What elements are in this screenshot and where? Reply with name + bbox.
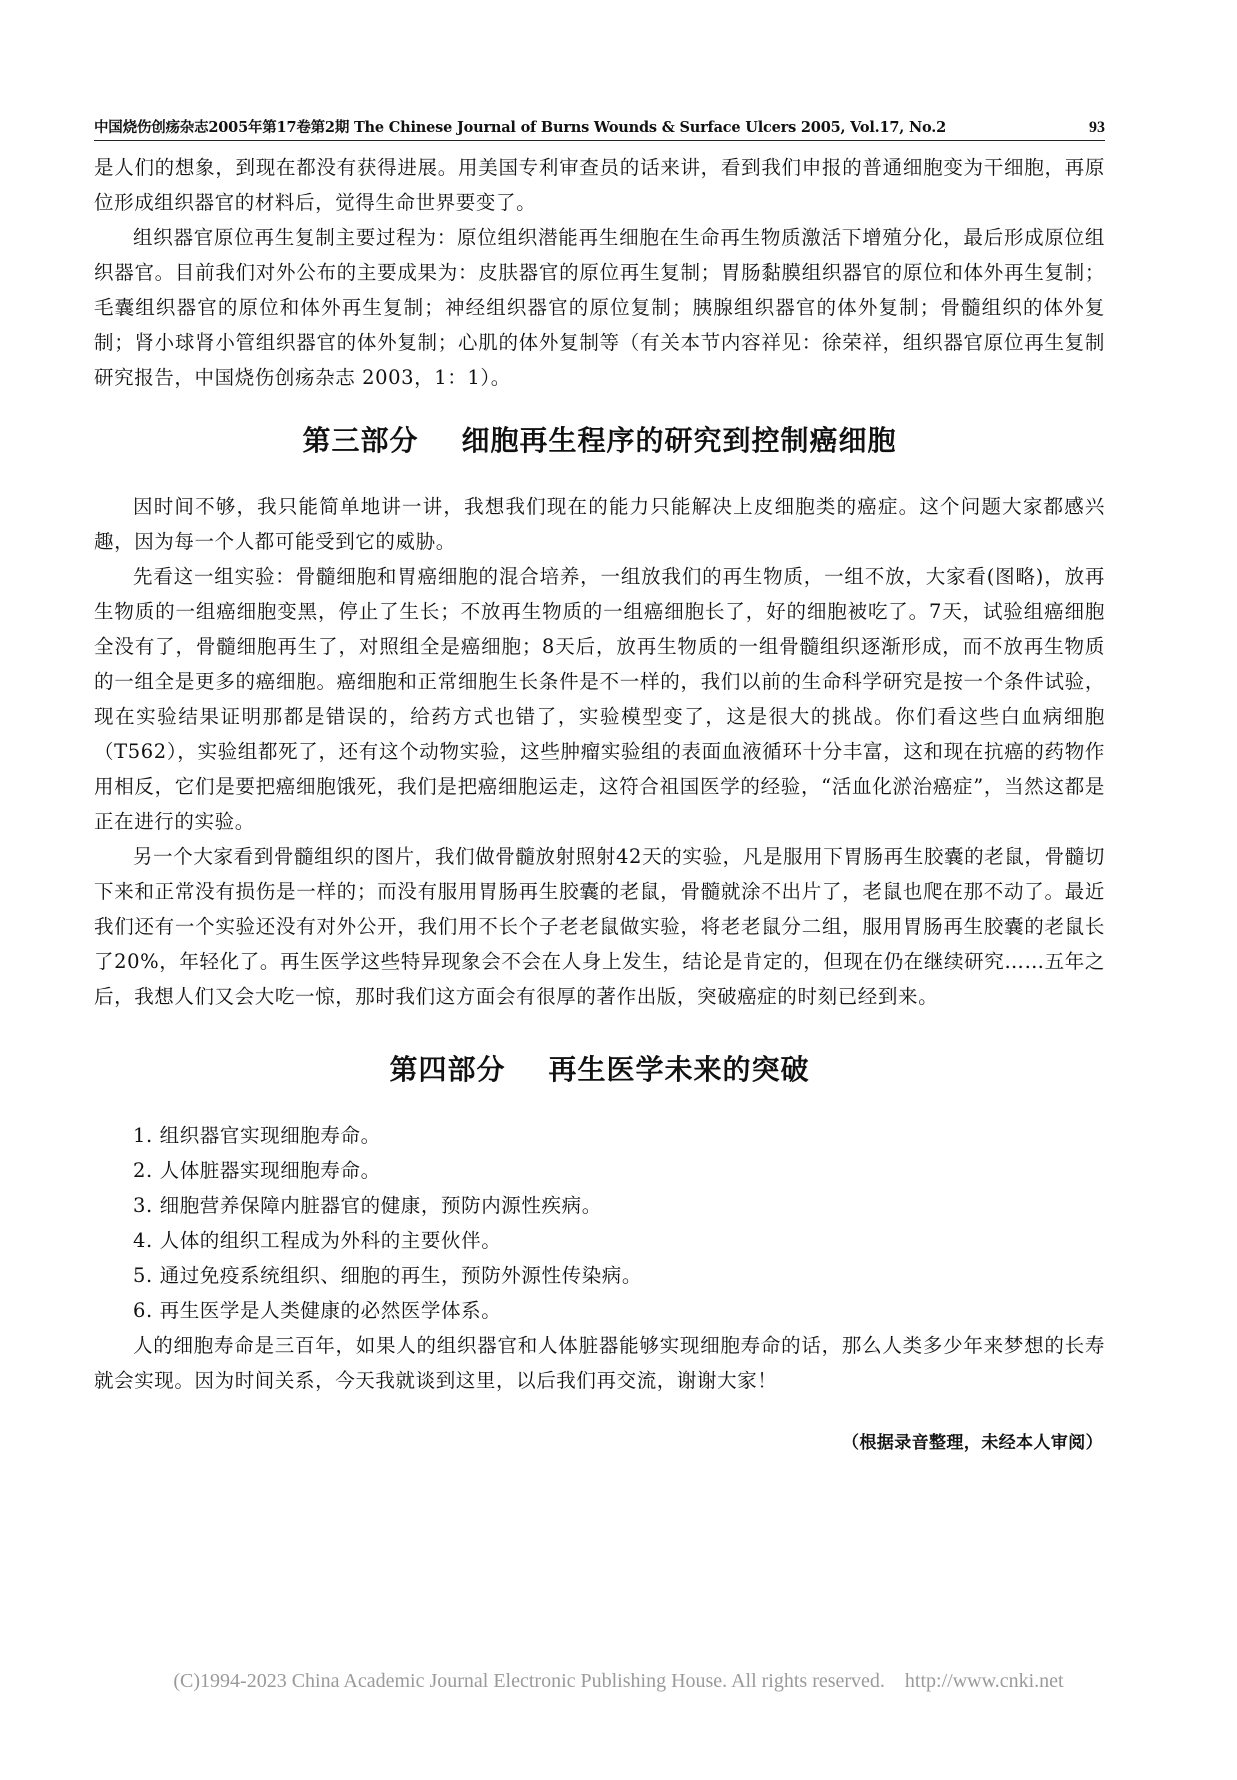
section-3-paragraph-1: 因时间不够，我只能简单地讲一讲，我想我们现在的能力只能解决上皮细胞类的癌症。这个问题大家都感兴趣，因为每一个人都可能受到它的威胁。 (94, 495, 1105, 553)
section-3-heading: 第三部分 细胞再生程序的研究到控制癌细胞 (302, 424, 897, 457)
copyright-footer: (C)1994-2023 China Academic Journal Electronic Publishing House. All rights reserved. http://www.cnki.net (173, 1670, 1064, 1692)
running-header (94, 116, 1105, 141)
intro-paragraph-2: 组织器官原位再生复制主要过程为：原位组织潜能再生细胞在生命再生物质激活下增殖分化，最后形成原位组织器官。目前我们对外公布的主要成果为：皮肤器官的原位再生复制；胃肠黏膜组织器官的原位和体外再生复制；毛囊组织器官的原位和体外再生复制；神经组织器官的原位复制；胰腺组织器官的体外复制；骨髓组织的体外复制；肾小球肾小管组织器官的体外复制；心肌的体外复制等（有关本节内容祥见：徐荣祥，组织器官原位再生复制研究报告，中国烧伤创疡杂志 2003，1：1）。 (94, 226, 1105, 389)
list-item: 5. 通过免疫系统组织、细胞的再生，预防外源性传染病。 (133, 1264, 643, 1287)
transcription-note: （根据录音整理，未经本人审阅） (842, 1433, 1103, 1453)
list-item: 3. 细胞营养保障内脏器官的健康，预防内源性疾病。 (133, 1194, 602, 1217)
list-item: 2. 人体脏器实现细胞寿命。 (133, 1159, 381, 1182)
journal-citation: 中国烧伤创疡杂志2005年第17卷第2期 The Chinese Journal of Burns Wounds & Surface Ulcers 2005, Vol.17, No.2 (94, 119, 947, 136)
section-4-heading: 第四部分 再生医学未来的突破 (389, 1053, 810, 1086)
closing-paragraph: 人的细胞寿命是三百年，如果人的组织器官和人体脏器能够实现细胞寿命的话，那么人类多少年来梦想的长寿就会实现。因为时间关系，今天我就谈到这里，以后我们再交流，谢谢大家！ (94, 1334, 1105, 1392)
section-3-paragraph-2: 先看这一组实验：骨髓细胞和胃癌细胞的混合培养，一组放我们的再生物质，一组不放，大家看(图略)，放再生物质的一组癌细胞变黑，停止了生长；不放再生物质的一组癌细胞长了，好的细胞被吃了。7天，试验组癌细胞全没有了，骨髓细胞再生了，对照组全是癌细胞；8天后，放再生物质的一组骨髓组织逐渐形成，而不放再生物质的一组全是更多的癌细胞。癌细胞和正常细胞生长条件是不一样的，我们以前的生命科学研究是按一个条件试验，现在实验结果证明那都是错误的，给药方式也错了，实验模型变了，这是很大的挑战。你们看这些白血病细胞（T562），实验组都死了，还有这个动物实验，这些肿瘤实验组的表面血液循环十分丰富，这和现在抗癌的药物作用相反，它们是要把癌细胞饿死，我们是把癌细胞运走，这符合祖国医学的经验，“活血化淤治癌症”，当然这都是正在进行的实验。 (94, 565, 1105, 833)
list-item: 1. 组织器官实现细胞寿命。 (133, 1124, 381, 1147)
intro-paragraph-1: 是人们的想象，到现在都没有获得进展。用美国专利审查员的话来讲，看到我们申报的普通细胞变为干细胞，再原位形成组织器官的材料后，觉得生命世界要变了。 (94, 156, 1105, 214)
list-item: 6. 再生医学是人类健康的必然医学体系。 (133, 1299, 502, 1322)
list-item: 4. 人体的组织工程成为外科的主要伙伴。 (133, 1229, 502, 1252)
page-number: 93 (1089, 119, 1105, 136)
section-3-paragraph-3: 另一个大家看到骨髓组织的图片，我们做骨髓放射照射42天的实验，凡是服用下胃肠再生胶囊的老鼠，骨髓切下来和正常没有损伤是一样的；而没有服用胃肠再生胶囊的老鼠，骨髓就涂不出片了，老鼠也爬在那不动了。最近我们还有一个实验还没有对外公开，我们用不长个子老老鼠做实验，将老老鼠分二组，服用胃肠再生胶囊的老鼠长了20%，年轻化了。再生医学这些特异现象会不会在人身上发生，结论是肯定的，但现在仍在继续研究……五年之后，我想人们又会大吃一惊，那时我们这方面会有很厚的著作出版，突破癌症的时刻已经到来。 (94, 845, 1105, 1008)
breakthrough-list (94, 1118, 1105, 1328)
article-body (94, 150, 1105, 1453)
